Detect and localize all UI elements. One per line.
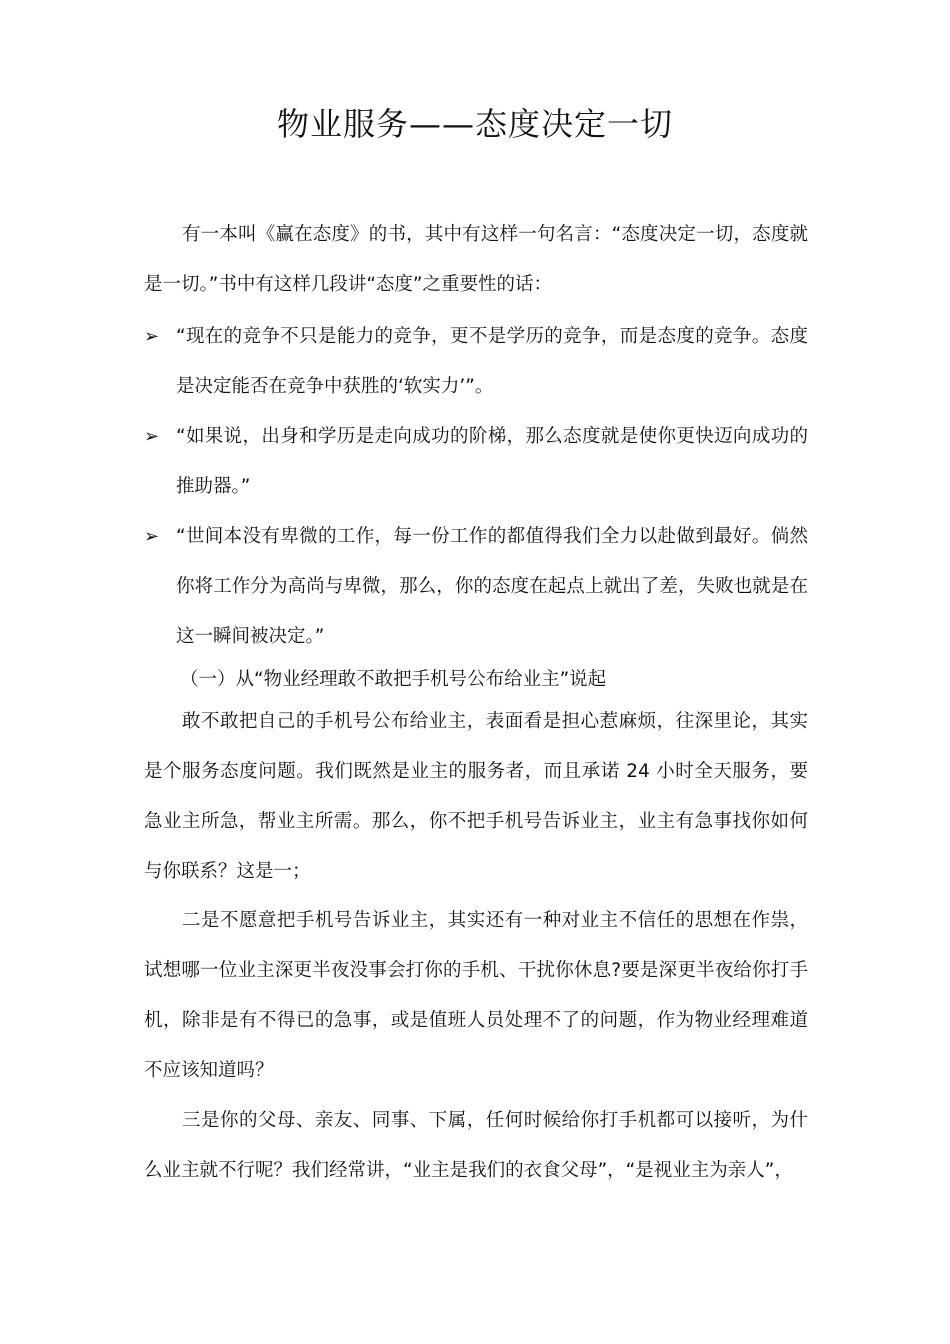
bullet-text: “如果说，出身和学历是走向成功的阶梯，那么态度就是使你更快迈向成功的推助器。” (176, 426, 808, 497)
arrow-bullet-icon: ➢ (144, 326, 160, 347)
body-paragraph: 三是你的父母、亲友、同事、下属，任何时候给你打手机都可以接听，为什么业主就不行呢？我们经常讲，“业主是我们的衣食父母”，“是视业主为亲人”， (144, 1110, 808, 1181)
intro-paragraph: 有一本叫《赢在态度》的书，其中有这样一句名言：“态度决定一切，态度就是一切。”书中有这样几段讲“态度”之重要性的话： (144, 224, 808, 295)
bullet-text: “世间本没有卑微的工作，每一份工作的都值得我们全力以赴做到最好。倘然你将工作分为高尚与卑微，那么，你的态度在起点上就出了差，失败也就是在这一瞬间被决定。” (176, 526, 808, 647)
body-paragraph: 敢不敢把自己的手机号公布给业主，表面看是担心惹麻烦，往深里论，其实是个服务态度问题。我们既然是业主的服务者，而且承诺 24 小时全天服务，要急业主所急，帮业主所需。那么，你不把手机号告诉业主，业主有急事找你如何与你联系？这是一； (144, 711, 808, 882)
section-heading: （一）从“物业经理敢不敢把手机号公布给业主”说起 (180, 669, 607, 690)
document-title: 物业服务——态度决定一切 (276, 105, 673, 143)
arrow-bullet-icon: ➢ (144, 426, 160, 447)
bullet-text: “现在的竞争不只是能力的竞争，更不是学历的竞争，而是态度的竞争。态度是决定能否在竞争中获胜的‘软实力’”。 (176, 326, 808, 397)
arrow-bullet-icon: ➢ (144, 526, 160, 547)
body-paragraph: 二是不愿意把手机号告诉业主，其实还有一种对业主不信任的思想在作祟，试想哪一位业主深更半夜没事会打你的手机、干扰你休息?要是深更半夜给你打手机，除非是有不得已的急事，或是值班人员处理不了的问题，作为物业经理难道不应该知道吗？ (144, 910, 808, 1081)
